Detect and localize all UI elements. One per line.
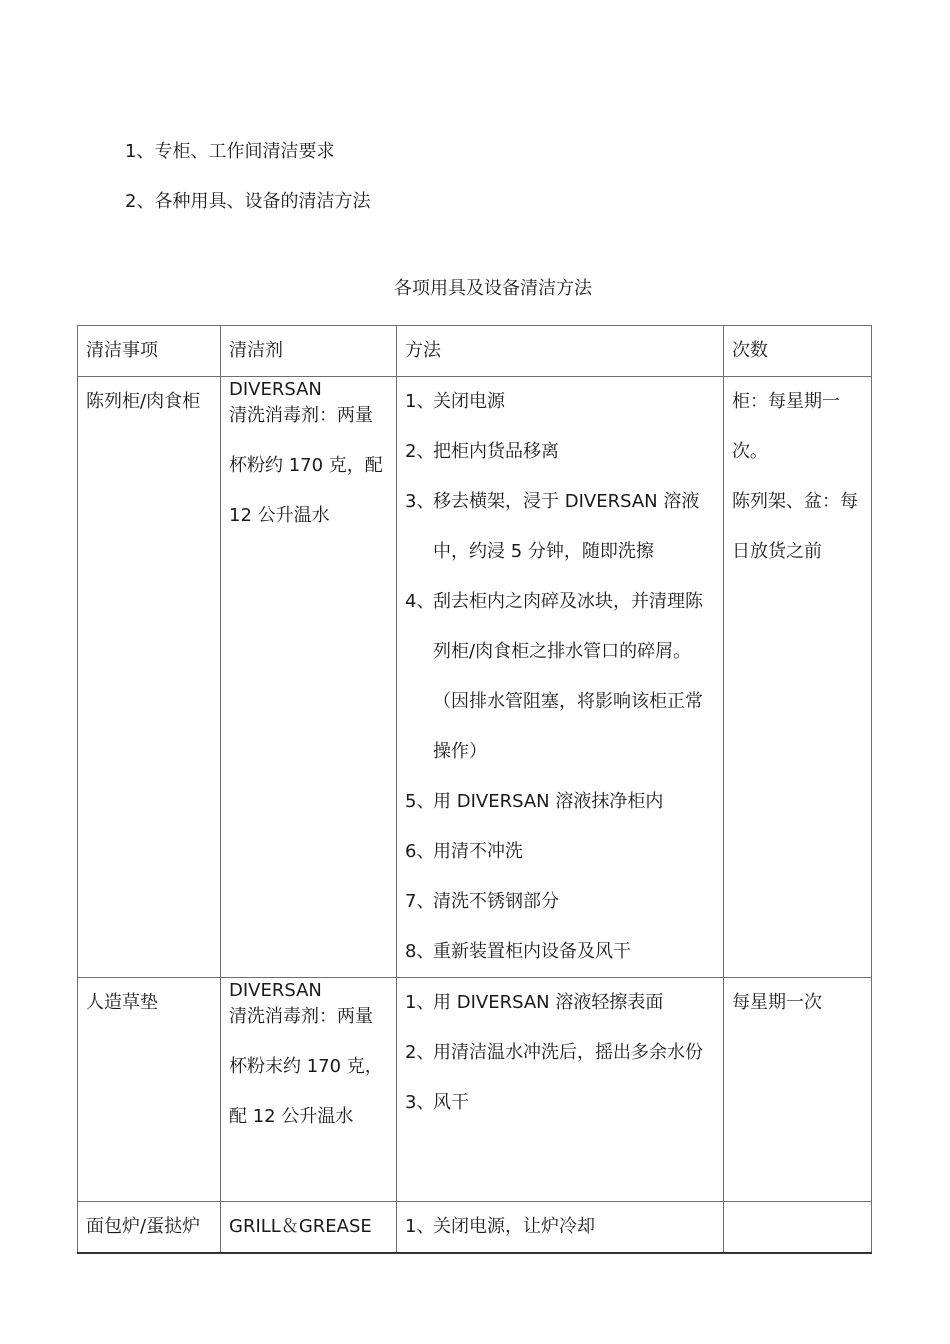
step-number: 6、 — [405, 841, 435, 862]
step-text: 关闭电源 — [433, 391, 505, 412]
table-header-row — [78, 326, 872, 377]
agent-line: 清洗消毒剂：两量 — [229, 1006, 373, 1027]
table-row — [78, 377, 872, 978]
method-step — [405, 427, 715, 477]
agent-line: 杯粉约 170 克，配 — [229, 455, 383, 476]
cell-agent — [221, 1202, 397, 1254]
method-step — [405, 877, 715, 927]
step-text: 刮去柜内之肉碎及冰块，并清理陈列柜/肉食柜之排水管口的碎屑。（因排水管阻塞，将影响该柜正常操作） — [433, 591, 703, 762]
item-name: 人造草垫 — [86, 992, 158, 1013]
cell-method — [397, 377, 724, 978]
outline-item-1 — [125, 140, 334, 164]
method-step — [405, 978, 715, 1028]
method-step — [405, 577, 715, 777]
step-text: 重新装置柜内设备及风干 — [433, 941, 631, 962]
step-number: 3、 — [405, 491, 435, 512]
outline-text: 专柜、工作间清洁要求 — [154, 141, 335, 162]
step-number: 1、 — [405, 992, 435, 1013]
table-row — [78, 1202, 872, 1254]
agent-line: 12 公升温水 — [229, 505, 330, 526]
header-frequency: 次数 — [724, 326, 872, 377]
cell-frequency — [724, 377, 872, 978]
cell-item — [78, 1202, 221, 1254]
outline-number: 1、 — [125, 141, 155, 162]
cell-frequency — [724, 1202, 872, 1254]
agent-line: DIVERSAN — [229, 980, 322, 1001]
method-step — [405, 1202, 715, 1252]
table-row — [78, 978, 872, 1202]
step-number: 2、 — [405, 441, 435, 462]
outline-text: 各种用具、设备的清洁方法 — [154, 191, 371, 212]
frequency-line: 柜：每星期一 — [732, 391, 840, 412]
step-text: 用 DIVERSAN 溶液抹净柜内 — [433, 791, 664, 812]
method-step — [405, 777, 715, 827]
header-item: 清洁事项 — [78, 326, 221, 377]
step-text: 用 DIVERSAN 溶液轻擦表面 — [433, 992, 664, 1013]
method-step — [405, 1078, 715, 1128]
method-step — [405, 377, 715, 427]
frequency-line: 次。 — [732, 441, 768, 462]
step-number: 8、 — [405, 941, 435, 962]
item-name: 陈列柜/肉食柜 — [86, 391, 201, 412]
agent-line: GRILL＆GREASE — [229, 1216, 372, 1237]
step-text: 移去横架，浸于 DIVERSAN 溶液中，约浸 5 分钟，随即洗擦 — [433, 491, 700, 562]
agent-line: 清洗消毒剂：两量 — [229, 405, 373, 426]
agent-line: 配 12 公升温水 — [229, 1106, 354, 1127]
cell-agent — [221, 377, 397, 978]
step-text: 用清不冲洗 — [433, 841, 523, 862]
cell-frequency — [724, 978, 872, 1202]
step-number: 4、 — [405, 591, 435, 612]
cell-method — [397, 1202, 724, 1254]
table-title: 各项用具及设备清洁方法 — [394, 278, 592, 299]
agent-line: DIVERSAN — [229, 379, 322, 400]
step-text: 用清洁温水冲洗后，摇出多余水份 — [433, 1042, 703, 1063]
step-number: 3、 — [405, 1092, 435, 1113]
frequency-line: 日放货之前 — [732, 541, 822, 562]
method-step — [405, 477, 715, 577]
cleaning-methods-table — [77, 325, 872, 1254]
item-name: 面包炉/蛋挞炉 — [86, 1216, 201, 1237]
step-number: 7、 — [405, 891, 435, 912]
step-number: 1、 — [405, 1216, 435, 1237]
agent-line: 杯粉末约 170 克， — [229, 1056, 383, 1077]
cell-item — [78, 377, 221, 978]
cell-method — [397, 978, 724, 1202]
frequency-line: 陈列架、盆：每 — [732, 491, 858, 512]
step-text: 把柜内货品移离 — [433, 441, 559, 462]
cell-agent — [221, 978, 397, 1202]
method-step — [405, 827, 715, 877]
step-number: 2、 — [405, 1042, 435, 1063]
method-step — [405, 927, 715, 977]
step-text: 关闭电源，让炉冷却 — [433, 1216, 595, 1237]
step-number: 1、 — [405, 391, 435, 412]
method-step — [405, 1028, 715, 1078]
header-agent: 清洁剂 — [221, 326, 397, 377]
outline-item-2 — [125, 190, 370, 214]
step-number: 5、 — [405, 791, 435, 812]
frequency-line: 每星期一次 — [732, 992, 822, 1013]
outline-number: 2、 — [125, 191, 155, 212]
step-text: 风干 — [433, 1092, 469, 1113]
step-text: 清洗不锈钢部分 — [433, 891, 559, 912]
header-method: 方法 — [397, 326, 724, 377]
cell-item — [78, 978, 221, 1202]
